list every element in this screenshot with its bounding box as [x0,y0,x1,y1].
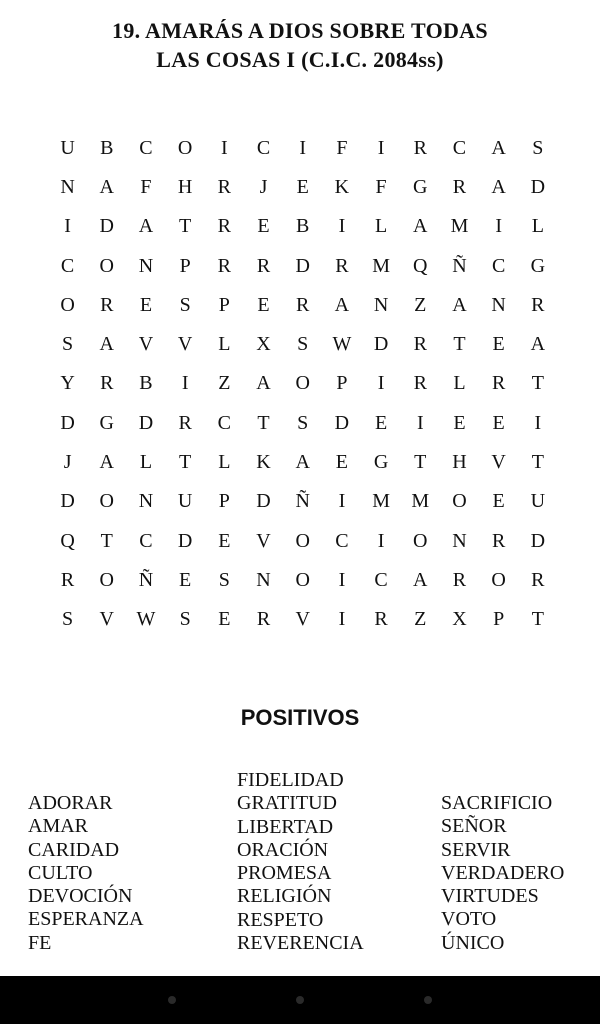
grid-cell: T [531,608,544,631]
grid-cell: V [256,529,271,552]
grid-cell: E [218,608,231,631]
grid-cell: O [60,293,75,316]
word-list-item: LIBERTAD [237,815,334,838]
grid-cell: D [177,529,193,552]
grid-cell: O [295,568,310,591]
word-list-item: CULTO [28,861,93,884]
grid-cell: G [530,254,546,277]
word-list-item: AMAR [28,815,89,838]
grid-cell: T [531,372,544,395]
grid-cell: M [411,490,430,513]
grid-cell: I [377,136,385,159]
grid-cell: R [491,529,506,552]
grid-cell: U [530,490,546,513]
grid-cell: T [100,529,113,552]
nav-back-dot-icon[interactable] [168,996,176,1004]
word-list-item: VOTO [441,908,497,931]
grid-cell: M [450,215,469,238]
grid-cell: Ñ [452,254,467,277]
grid-cell: N [491,293,506,316]
grid-cell: O [99,568,114,591]
grid-cell: L [218,451,231,474]
grid-cell: S [297,333,309,356]
grid-cell: E [296,175,309,198]
grid-cell: E [492,411,505,434]
grid-cell: X [256,333,271,356]
grid-cell: K [334,175,350,198]
word-list-item: PROMESA [237,862,332,885]
grid-cell: E [139,293,153,316]
word-list-item: GRATITUD [237,792,337,815]
grid-cell: S [179,608,191,631]
grid-cell: E [335,451,349,474]
grid-cell: B [139,372,153,395]
grid-cell: S [297,411,309,434]
grid-cell: N [138,254,154,277]
grid-cell: N [452,529,467,552]
word-list-item: DEVOCIÓN [28,885,133,908]
grid-cell: A [413,215,428,238]
grid-cell: F [375,175,387,198]
page-title [0,16,600,74]
grid-cell: S [532,136,544,159]
grid-cell: I [495,215,502,238]
grid-cell: T [453,333,466,356]
grid-cell: S [179,293,191,316]
section-title: POSITIVOS [240,705,360,730]
grid-cell: K [256,451,271,474]
grid-cell: A [413,568,428,591]
word-list-item: RESPETO [237,908,324,931]
grid-cell: E [179,568,192,591]
title-line-1: 19. AMARÁS A DIOS SOBRE TODAS [112,18,488,43]
grid-cell: V [491,451,506,474]
grid-cell: C [452,136,467,159]
nav-home-dot-icon[interactable] [296,996,304,1004]
grid-cell: R [296,293,310,316]
grid-cell: O [99,490,114,513]
grid-cell: I [338,608,346,631]
grid-cell: R [217,215,232,238]
grid-cell: Z [414,293,427,316]
grid-cell: L [139,451,153,474]
grid-cell: T [257,411,270,434]
word-list-item: VERDADERO [441,861,565,884]
grid-cell: J [259,175,268,198]
grid-cell: I [338,215,346,238]
grid-cell: A [491,175,506,198]
grid-cell: R [100,293,114,316]
grid-cell: T [414,451,427,474]
grid-cell: Y [60,372,75,395]
grid-cell: R [413,372,427,395]
word-list-column-1 [28,792,144,955]
grid-cell: R [256,608,271,631]
grid-cell: R [452,568,467,591]
grid-cell: T [179,215,192,238]
grid-cell: I [299,136,307,159]
grid-cell: A [295,451,310,474]
grid-cell: O [99,254,114,277]
grid-cell: T [531,451,544,474]
grid-cell: E [257,215,270,238]
title-line-2: LAS COSAS I (C.I.C. 2084ss) [156,47,444,72]
grid-cell: O [177,136,193,159]
grid-cell: P [218,293,230,316]
grid-cell: R [452,175,467,198]
grid-cell: N [373,293,389,316]
grid-cell: E [453,411,466,434]
grid-cell: E [218,529,231,552]
grid-cell: E [492,333,505,356]
word-list-item: SEÑOR [441,815,507,838]
grid-cell: R [491,372,506,395]
grid-cell: A [99,175,114,198]
grid-cell: D [60,411,75,434]
grid-cell: B [296,215,310,238]
grid-cell: R [217,254,232,277]
grid-cell: A [452,293,467,316]
grid-cell: V [138,333,154,356]
grid-cell: R [60,568,75,591]
grid-cell: Ñ [295,490,310,513]
word-list-item: ESPERANZA [28,908,144,931]
grid-cell: O [295,529,310,552]
grid-cell: C [335,529,349,552]
grid-cell: A [99,451,114,474]
grid-cell: H [452,451,467,474]
grid-cell: Z [218,372,231,395]
grid-cell: I [338,568,346,591]
grid-cell: S [62,333,74,356]
grid-cell: N [256,568,271,591]
grid-cell: D [60,490,75,513]
grid-cell: E [257,293,270,316]
grid-cell: Q [60,529,75,552]
grid-cell: D [530,175,546,198]
grid-cell: N [60,175,75,198]
grid-cell: L [531,215,544,238]
grid-cell: I [377,372,385,395]
grid-cell: E [492,490,505,513]
grid-cell: R [413,333,427,356]
grid-cell: A [334,293,350,316]
word-list-column-2 [237,769,364,955]
grid-cell: C [139,529,153,552]
grid-cell: L [374,215,388,238]
grid-cell: P [179,254,191,277]
grid-cell: Z [414,608,427,631]
grid-cell: U [60,136,75,159]
grid-cell: R [374,608,388,631]
grid-cell: O [295,372,310,395]
nav-recents-dot-icon[interactable] [424,996,432,1004]
grid-cell: R [335,254,349,277]
grid-cell: H [177,175,193,198]
grid-cell: R [256,254,271,277]
navigation-bar [0,976,600,1024]
grid-cell: T [179,451,192,474]
grid-cell: D [334,411,350,434]
grid-cell: I [377,529,385,552]
grid-cell: E [374,411,388,434]
grid-cell: W [136,608,156,631]
grid-cell: R [100,372,114,395]
grid-cell: R [178,411,192,434]
grid-cell: C [217,411,232,434]
grid-cell: L [218,333,231,356]
grid-cell: G [373,451,389,474]
grid-cell: A [491,136,506,159]
word-list-column-3 [441,792,564,955]
word-list-item: ADORAR [28,792,113,814]
word-list-item: ORACIÓN [237,838,329,861]
grid-cell: P [493,608,505,631]
grid-cell: I [534,411,542,434]
grid-cell: B [100,136,114,159]
grid-cell: I [181,372,189,395]
grid-cell: U [177,490,193,513]
grid-cell: I [221,136,228,159]
grid-cell: D [138,411,154,434]
grid-cell: D [373,333,389,356]
grid-cell: C [139,136,153,159]
grid-cell: S [62,608,74,631]
grid-cell: A [256,372,271,395]
grid-cell: F [140,175,152,198]
grid-cell: A [530,333,546,356]
grid-cell: I [416,411,424,434]
grid-cell: G [413,175,428,198]
word-list-item: SACRIFICIO [441,792,553,814]
grid-cell: A [138,215,154,238]
grid-cell: I [338,490,346,513]
word-list-item: RELIGIÓN [237,885,332,908]
word-list-item: FIDELIDAD [237,769,344,791]
grid-cell: N [138,490,154,513]
word-list-item: CARIDAD [28,838,120,861]
grid-cell: D [99,215,114,238]
grid-cell: F [336,136,348,159]
grid-cell: W [332,333,352,356]
grid-cell: D [530,529,546,552]
grid-cell: C [60,254,75,277]
word-list-item: REVERENCIA [237,932,364,955]
grid-cell: C [491,254,506,277]
grid-cell: D [256,490,271,513]
grid-cell: I [64,215,71,238]
grid-cell: Q [413,254,428,277]
grid-cell: R [217,175,232,198]
grid-cell: V [177,333,193,356]
word-list-item: VIRTUDES [441,885,539,908]
word-search-grid [48,128,558,639]
grid-cell: L [453,372,466,395]
grid-cell: Ñ [138,568,154,591]
grid-cell: R [413,136,427,159]
grid-cell: A [99,333,114,356]
grid-cell: D [295,254,310,277]
grid-cell: O [413,529,428,552]
grid-cell: C [374,568,388,591]
grid-cell: X [452,608,467,631]
grid-cell: M [372,490,390,513]
grid-cell: P [218,490,230,513]
word-list-item: ÚNICO [441,931,505,954]
grid-cell: G [99,411,114,434]
grid-cell: P [336,372,348,395]
grid-cell: R [531,293,545,316]
grid-cell: O [491,568,506,591]
grid-cell: M [372,254,390,277]
grid-cell: J [63,451,72,474]
grid-cell: V [99,608,114,631]
grid-cell: S [218,568,230,591]
grid-cell: C [256,136,271,159]
grid-cell: O [452,490,467,513]
word-list-item: SERVIR [441,838,511,861]
grid-cell: V [295,608,310,631]
grid-cell: R [531,568,545,591]
word-list-item: FE [28,931,52,954]
